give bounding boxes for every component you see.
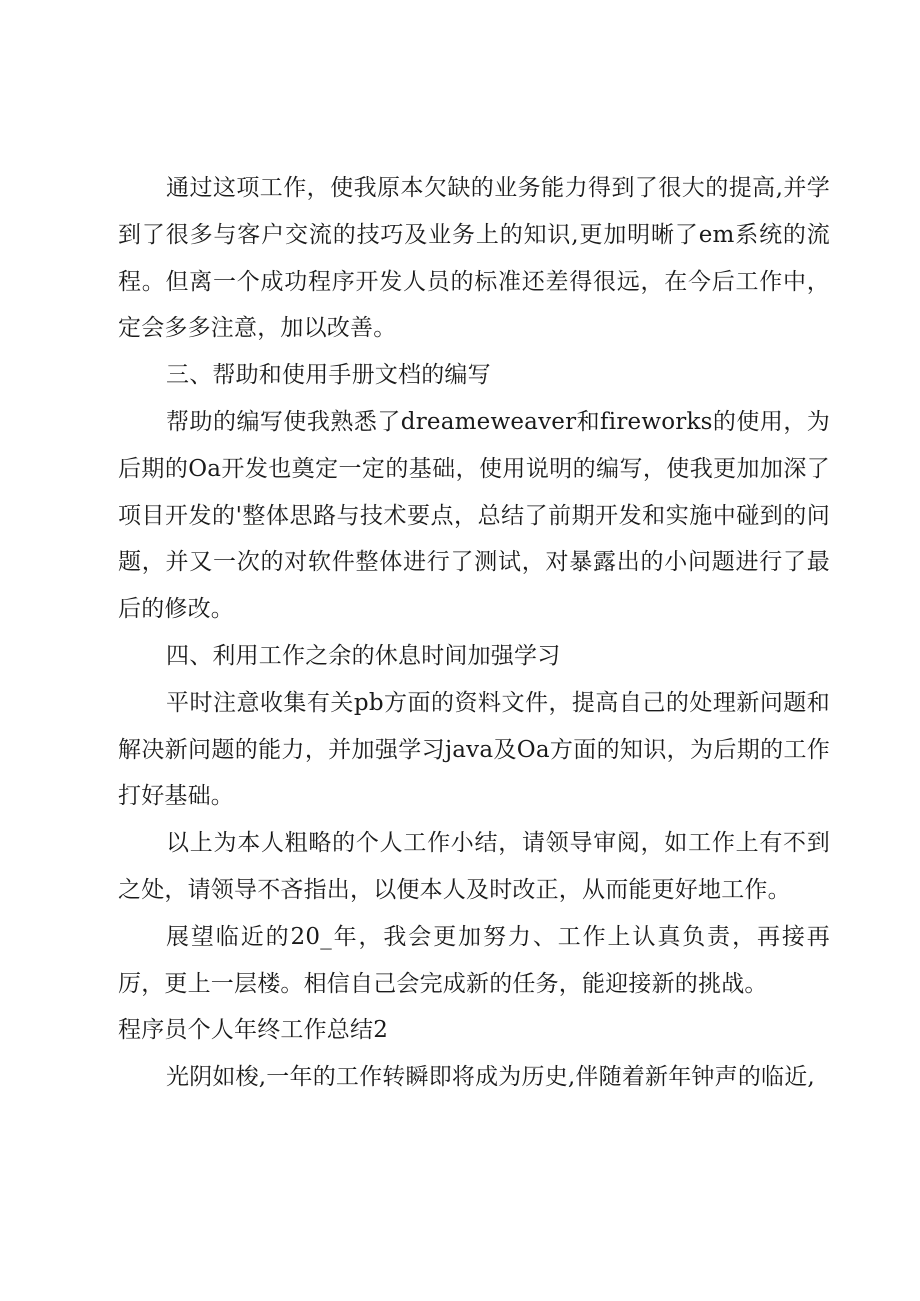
paragraph-article-2-opening: 光阴如梭,一年的工作转瞬即将成为历史,伴随着新年钟声的临近, [166, 1064, 815, 1091]
paragraph-skills-improvement: 通过这项工作，使我原本欠缺的业务能力得到了很大的提高,并学到了很多与客户交流的技巧及业务上的知识,更加明晰了em系统的流程。但离一个成功程序开发人员的标准还差得很远，在今后工作中，定会多多注意，加以改善。 [118, 175, 830, 342]
paragraph-help-manual: 帮助的编写使我熟悉了dreameweaver和fireworks的使用，为后期的Oa开发也奠定一定的基础，使用说明的编写，使我更加加深了项目开发的'整体思路与技术要点，总结了前期开发和实施中碰到的问题，并又一次的对软件整体进行了测试，对暴露出的小问题进行了最后的修改。 [118, 408, 830, 623]
document-body [118, 165, 830, 1101]
paragraph-outlook: 展望临近的20_年，我会更加努力、工作上认真负责，再接再厉，更上一层楼。相信自己会完成新的任务，能迎接新的挑战。 [118, 923, 830, 997]
section-heading-help-manual: 三、帮助和使用手册文档的编写 [166, 362, 491, 389]
article-title-2: 程序员个人年终工作总结2 [118, 1017, 389, 1044]
paragraph-summary: 以上为本人粗略的个人工作小结，请领导审阅，如工作上有不到之处，请领导不吝指出，以便本人及时改正，从而能更好地工作。 [118, 830, 830, 903]
paragraph-study: 平时注意收集有关pb方面的资料文件，提高自己的处理新问题和解决新问题的能力，并加强学习java及Oa方面的知识，为后期的工作打好基础。 [118, 689, 830, 810]
section-heading-study: 四、利用工作之余的休息时间加强学习 [166, 642, 561, 669]
